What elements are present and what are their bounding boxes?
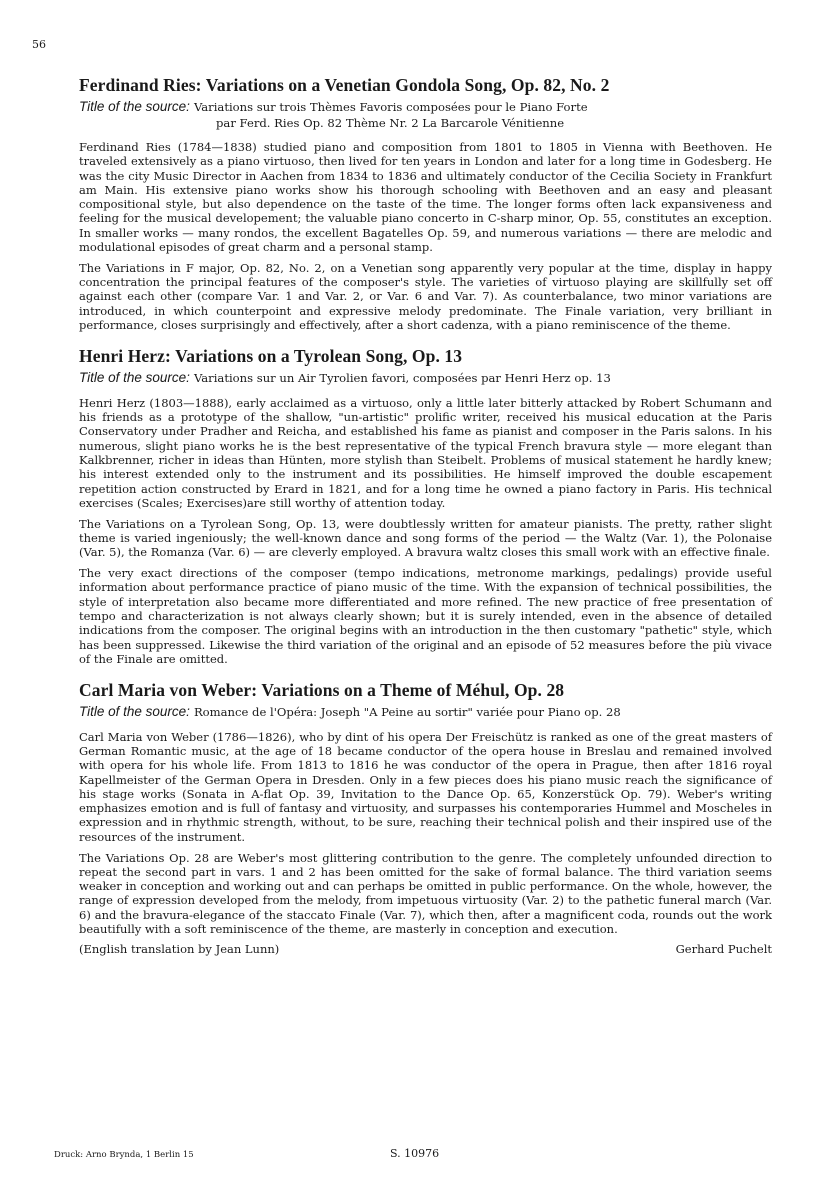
source-line: Variations sur trois Thèmes Favoris composées pour le Piano Forte [193, 100, 588, 114]
source-title [79, 704, 772, 721]
source-title [79, 99, 772, 131]
paragraph: Carl Maria von Weber (1786—1826), who by dint of his opera Der Freischütz is ranked as one of the great masters of German Romantic music, at the age of 18 became conductor of the opera house in Breslau and remained involved with opera for his whole life. From 1813 to 1816 he was conductor of the opera in Prague, then after 1816 royal Kapellmeister of the German Opera in Dresden. Only in a few pieces does his piano music reach the significance of his stage works (Sonata in A-flat Op. 39, Invitation to the Dance Op. 65, Konzerstück Op. 79). Weber's writing emphasizes emotion and is full of fantasy and virtuosity, and surpasses his contemporaries Hummel and Moscheles in expression and in rhythmic strength, without, to be sure, reaching their technical polish and their inspired use of the resources of the instrument. [79, 729, 772, 844]
source-label: Title of the source: [79, 704, 190, 720]
paragraph: The Variations on a Tyrolean Song, Op. 13, were doubtlessly written for amateur pianists. The pretty, rather slight theme is varied ingeniously; the well-known dance and song forms of the period — the Waltz (Var. 1), the Polonaise (Var. 5), the Romanza (Var. 6) — are cleverly employed. A bravura waltz closes this small work with an effective finale. [79, 516, 772, 560]
paragraph: Ferdinand Ries (1784—1838) studied piano and composition from 1801 to 1805 in Vienna with Beethoven. He traveled extensively as a piano virtuoso, then lived for ten years in London and later for a long time in Godesberg. He was the city Music Director in Aachen from 1834 to 1836 and ultimately conductor of the Cecilia Society in Frankfurt am Main. His extensive piano works show his thorough schooling with Beethoven and an easy and pleasant compositional style, but also dependence on the taste of the time. The longer forms often lack expansiveness and feeling for the musical developement; the valuable piano concerto in C-sharp minor, Op. 55, constitutes an exception. In smaller works — many rondos, the excellent Bagatelles Op. 59, and numerous variations — there are melodic and modulational episodes of great charm and a personal stamp. [79, 140, 772, 255]
main-content [79, 74, 772, 956]
source-title [79, 370, 772, 387]
paragraph: The Variations in F major, Op. 82, No. 2, on a Venetian song apparently very popular at the time, display in happy concentration the principal features of the composer's style. The varieties of virtuoso playing are skillfully set off against each other (compare Var. 1 and Var. 2, or Var. 6 and Var. 7). As counterbalance, two minor variations are introduced, in which counterpoint and expressive melody predominate. The Finale variation, very brilliant in performance, closes surprisingly and effectively, after a short cadenza, with a piano reminiscence of the theme. [79, 260, 772, 333]
printer-imprint: Druck: Arno Brynda, 1 Berlin 15 [54, 1150, 194, 1160]
section-weber [79, 679, 772, 936]
source-label: Title of the source: [79, 370, 190, 386]
paragraph: Henri Herz (1803—1888), early acclaimed as a virtuoso, only a little later bitterly attacked by Robert Schumann and his friends as a prototype of the shallow, "un-artistic" prolific writer, received his musical education at the Paris Conservatory under Pradher and Reicha, and established his fame as pianist and composer in the Paris salons. In his numerous, slight piano works he is the best representative of the typical French bravura style — more elegant than Kalkbrenner, richer in ideas than Hünten, more stylish than Steibelt. Problems of musical statement he hardly knew; his interest extended only to the instrument and its possibilities. He himself improved the double escapement repetition action constructed by Erard in 1821, and for a long time he owned a piano factory in Paris. His technical exercises (Scales; Exercises)are still worthy of attention today. [79, 395, 772, 510]
source-label: Title of the source: [79, 99, 190, 114]
section-title: Ferdinand Ries: Variations on a Venetian Gondola Song, Op. 82, No. 2 [79, 75, 610, 95]
credits-line [79, 942, 772, 956]
section-ries [79, 74, 772, 332]
source-line: Variations sur un Air Tyrolien favori, composées par Henri Herz op. 13 [193, 371, 611, 386]
paragraph: The very exact directions of the composer (tempo indications, metronome markings, pedalings) provide useful information about performance practice of piano music of the time. With the expansion of technical possibilities, the style of interpretation also became more differentiated and more refined. The new practice of free presentation of tempo and characterization is not always clearly shown; but it is surely intended, even in the absence of detailed indications from the composer. The original begins with an introduction in the then customary "pathetic" style, which has been suppressed. Likewise the third variation of the original and an episode of 52 measures before the più vivace of the Finale are omitted. [79, 566, 772, 666]
source-line-continuation: par Ferd. Ries Op. 82 Thème Nr. 2 La Barcarole Vénitienne [216, 115, 565, 130]
page-number: 56 [32, 38, 46, 51]
paragraph: The Variations Op. 28 are Weber's most glittering contribution to the genre. The completely unfounded direction to repeat the second part in vars. 1 and 2 has been omitted for the sake of formal balance. The third variation seems weaker in conception and working out and can perhaps be omitted in public performance. On the whole, however, the range of expression developed from the melody, from impetuous virtuosity (Var. 2) to the pathetic funeral march (Var. 6) and the bravura-elegance of the staccato Finale (Var. 7), which then, after a magnificent coda, rounds out the work beautifully with a soft reminiscence of the theme, are masterly in conception and execution. [79, 850, 772, 937]
section-title: Henri Herz: Variations on a Tyrolean Song, Op. 13 [79, 346, 463, 367]
section-herz [79, 345, 772, 666]
translation-credit: (English translation by Jean Lunn) [79, 942, 280, 957]
author-signature: Gerhard Puchelt [675, 942, 772, 957]
section-title: Carl Maria von Weber: Variations on a Theme of Méhul, Op. 28 [79, 680, 565, 701]
plate-number: S. 10976 [390, 1147, 440, 1160]
source-line: Romance de l'Opéra: Joseph "A Peine au sortir" variée pour Piano op. 28 [193, 705, 621, 720]
